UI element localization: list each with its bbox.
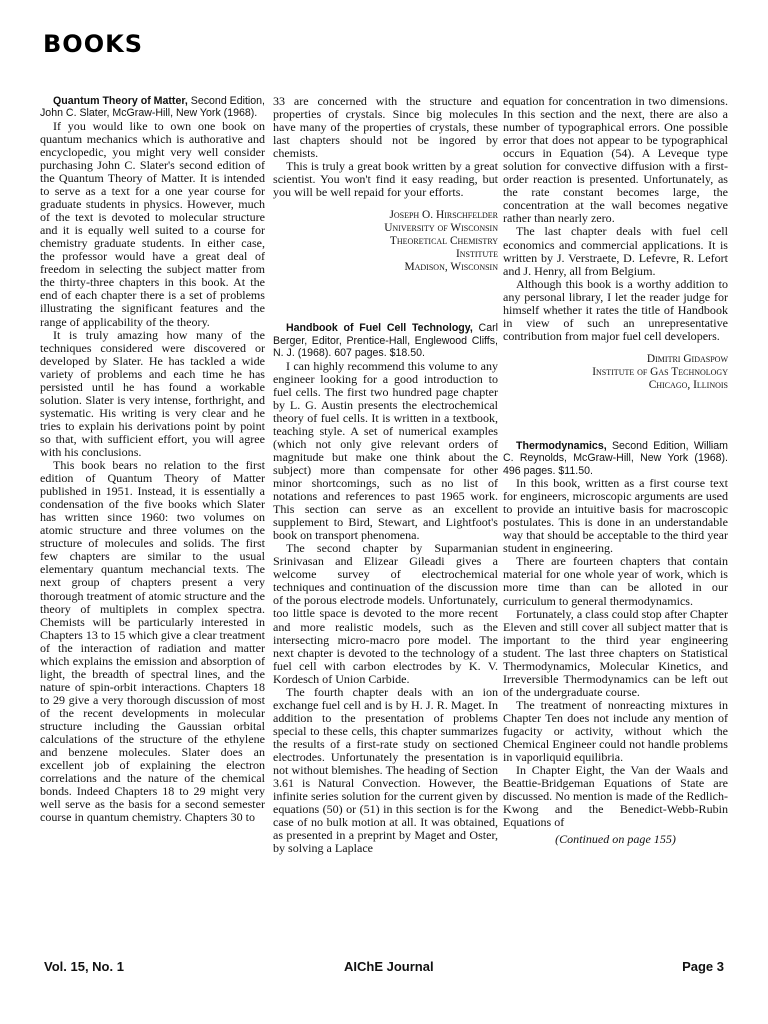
book-details: Second Edition, John C. Slater, McGraw-Hill, New York (1968). <box>40 95 265 120</box>
book-reference <box>273 322 498 359</box>
book-details: Carl Berger, Editor, Prentice-Hall, Englewood Cliffs, N. J. (1968). 607 pages. $18.50. <box>273 322 498 360</box>
page-number: Page 3 <box>682 959 724 974</box>
column-2 <box>273 95 498 855</box>
column-1 <box>40 95 265 824</box>
paragraph: Although this book is a worthy addition to any personal library, I let the reader judge for himself whether it rates the title of Handbook in view of such an unrepresentative contribution from major fuel cell developers. <box>503 276 728 343</box>
paragraph: It is truly amazing how many of the techniques considered were discovered or developed by Slater. He has tackled a wide variety of problems and each time he has persisted until he has found a workable solution. Slater is very intense, forthright, and systematic. His writing is very clear and he tries to explain his derivations point by point so that, with sufficient effort, you will agree with his conclusions. <box>40 327 265 459</box>
paragraph: If you would like to own one book on quantum mechanics which is authorative and encyclopedic, you might very well consider purchasing John C. Slater's second edition of the Quantum Theory of Matter. It is intended to serve as a text for a one year course for graduate students in physics. However, much of the text is devoted to molecular structure and it is equally well suited to a course for chemistry graduate students. In either case, the professor would have a great deal of freedom in selecting the subject matter from the thirty-three chapters in this book. At the end of each chapter there is a set of problems illustrating the significant features and the range of applicability of the theory. <box>40 118 265 329</box>
journal-name: AIChE Journal <box>344 959 434 974</box>
paragraph: Fortunately, a class could stop after Chapter Eleven and still cover all subject matter that is important to the third year engineering student. The last three chapters on Statistical Thermodynamics, Molecular Kinetics, and Irreversible Thermodynamics can be left out of the undergraduate course. <box>503 606 728 699</box>
paragraph: The fourth chapter deals with an ion exchange fuel cell and is by H. J. R. Maget. In addition to the presentation of problems special to these cells, this chapter summarizes the results of a first-rate study on sectioned electrodes. Unfortunately the presentation is not without blemishes. The heading of Section 3.61 is Natural Convection. However, the infinite series solution for the current given by equations (50) or (51) in this section is for the case of no bulk motion at all. It was obtained, as presented in a preprint by Maget and Oster, by solving a Laplace <box>273 684 498 856</box>
reviewer-location: Madison, Wisconsin <box>404 261 498 274</box>
reviewer-name: Dimitri Gidaspow <box>646 352 728 365</box>
section-title: BOOKS <box>43 30 143 58</box>
book-reference <box>40 95 265 120</box>
volume-number: Vol. 15, No. 1 <box>44 959 124 974</box>
paragraph: 33 are concerned with the structure and properties of crystals. Since big molecules have many of the properties of crystals, these last chapters should not be ingored by chemists. <box>273 94 498 161</box>
paragraph: The treatment of nonreacting mixtures in Chapter Ten does not include any mention of fugacity or activity, without which the Chemical Engineer could not handle problems in vaporliquid equilibria. <box>503 697 728 765</box>
reviewer-signature <box>273 209 498 274</box>
book-reference <box>503 440 728 477</box>
paragraph: This book bears no relation to the first edition of Quantum Theory of Matter published in 1951. Instead, it is essentially a condensation of the five books which Slater has written since 1960: two volumes on atomic structure and three volumes on the structure of molecules and solids. The first few chapters are similar to the usual elementary quantum mechancial texts. The next group of chapters present a very thorough treatment of atomic structure and the theory of multiplets in complex spectra. Chemists will be particularly interested in Chapters 13 to 15 which give a clear treatment of the interaction of radiation and matter which explains the emission and absorption of light, the breadth of spectral lines, and the nature of spin-orbit interactions. Chapters 18 to 29 give a very thorough discussion of most of the recent developments in molecular structure including the Gaussian orbital calculations of the structure of the ethylene and benzene molecules. Slater does an excellent job of explaining the electron correlations and the nature of the chemical bonds. Indeed Chapters 18 to 29 might very well serve as the basis for a second semester course in quantum chemistry. Chapters 30 to <box>40 458 265 825</box>
reviewer-signature <box>503 353 728 392</box>
book-title: Quantum Theory of Matter, <box>53 95 188 107</box>
paragraph: In this book, written as a first course text for engineers, microscopic arguments are used to provide an intuitive basis for macroscopic postulates. This is done in an understandable way that should be acceptable to the third year student in engineering. <box>503 476 728 556</box>
paragraph: The last chapter deals with fuel cell economics and commercial applications. It is written by J. Verstraete, D. Lefevre, R. Lefort and J. Henry, all from Belgium. <box>503 224 728 278</box>
continued-note: (Continued on page 155) <box>555 832 676 847</box>
book-details: Second Edition, William C. Reynolds, McGraw-Hill, New York (1968). 496 pages. $11.50. <box>503 439 728 477</box>
page-footer <box>44 959 724 979</box>
reviewer-location: Chicago, Illinois <box>648 378 728 391</box>
reviewer-name: Joseph O. Hirschfelder <box>389 209 498 222</box>
paragraph: This is truly a great book written by a great scientist. You won't find it easy reading, but you will be well repaid for your efforts. <box>273 159 498 200</box>
paragraph: I can highly recommend this volume to any engineer looking for a good introduction to fuel cells. The first two hundred page chapter by L. G. Austin presents the electrochemical theory of fuel cells. It is written in a textbook, teaching style. A set of numerical examples (which not only give relevant orders of magnitude but make one think about the subject) more than compensate for other minor shortcomings, such as no list of notations and references to past 1965 work. This section can serve as an excellent supplement to Bird, Stewart, and Lightfoot's book on transport phenomena. <box>273 358 498 543</box>
column-3 <box>503 95 728 846</box>
book-title: Thermodynamics, <box>516 439 607 452</box>
reviewer-affiliation: Theoretical Chemistry <box>389 235 498 248</box>
reviewer-affiliation: University of Wisconsin <box>384 222 498 235</box>
paragraph: The second chapter by Suparmanian Srinivasan and Elizear Gileadi gives a welcome survey of electrochemical techniques and continuation of the discussion of the porous electrode models. Unfortunately, too little space is devoted to the more recent and more realistic models, such as the intersecting micro-macro pore model. The next chapter is devoted to the technology of a fuel cell with carbon electrodes by K. V. Kordesch of Union Carbide. <box>273 541 498 686</box>
book-title: Handbook of Fuel Cell Technology, <box>286 322 473 335</box>
reviewer-affiliation: Institute <box>455 248 498 261</box>
paragraph: In Chapter Eight, the Van der Waals and Beattie-Bridgeman Equations of State are discussed. No mention is made of the Redlich-Kwong and the Benedict-Webb-Rubin Equations of <box>503 763 728 830</box>
reviewer-affiliation: Institute of Gas Technology <box>592 365 728 378</box>
paragraph: There are fourteen chapters that contain material for one whole year of work, which is more time than can be alloted in our curriculum to general thermodynamics. <box>503 554 728 608</box>
paragraph: equation for concentration in two dimensions. In this section and the next, there are also a number of typographical errors. One possible error that does not appear to be typographical occurs in Equation (54). A Leveque type solution for convective diffusion with a first-order reaction is presented. Unfortunately, as the rate constant becomes large, the concentration at the wall becomes negative rather than nearly zero. <box>503 94 728 226</box>
